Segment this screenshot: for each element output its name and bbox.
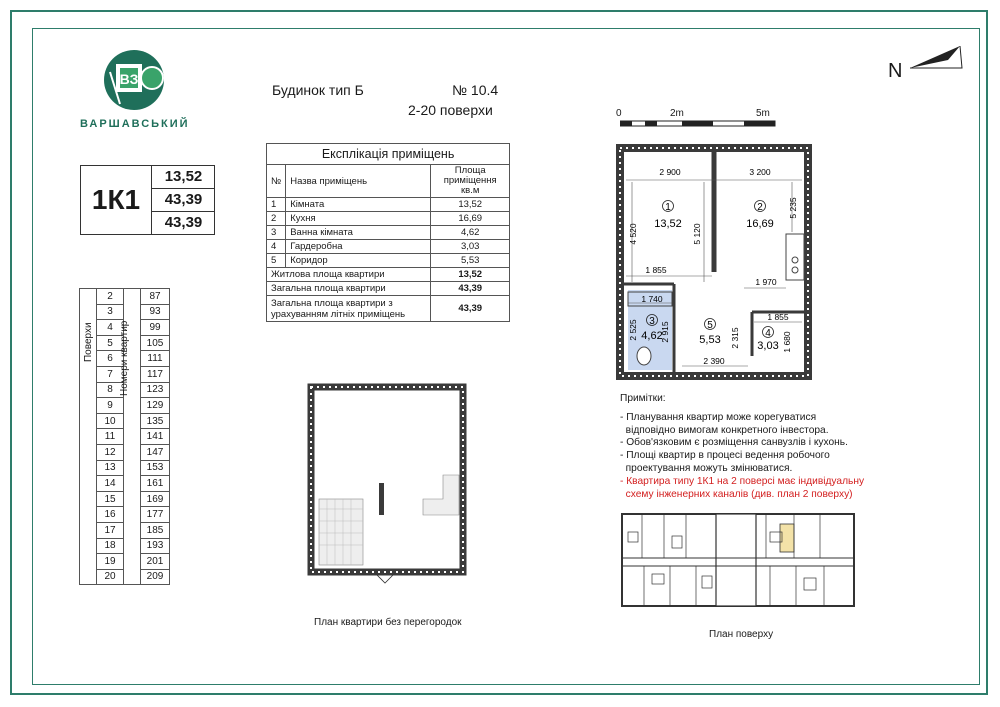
floor-number: 2 xyxy=(97,289,124,305)
floor-number: 4 xyxy=(97,320,124,336)
building-type: Будинок тип Б xyxy=(272,82,364,98)
table-row: 5 Коридор 5,53 xyxy=(267,254,510,268)
floor-number: 10 xyxy=(97,413,124,429)
floors-range: 2-20 поверхи xyxy=(408,102,493,118)
floor-number: 19 xyxy=(97,554,124,570)
total-row: Житлова площа квартири 13,52 xyxy=(267,268,510,282)
table-row: 1 Кімната 13,52 xyxy=(267,198,510,212)
svg-text:4 520: 4 520 xyxy=(628,223,638,245)
svg-text:1 855: 1 855 xyxy=(767,312,789,322)
floor-number: 11 xyxy=(97,429,124,445)
apartment-number: 135 xyxy=(141,413,170,429)
room-4-area: 3,03 xyxy=(757,340,779,352)
total-row: Загальна площа квартири 43,39 xyxy=(267,282,510,296)
notes-title: Примітки: xyxy=(620,393,666,404)
col-name: Назва приміщень xyxy=(286,165,431,198)
col-area: Площа приміщення кв.м xyxy=(431,165,510,198)
floor-number: 18 xyxy=(97,538,124,554)
apartment-number: 193 xyxy=(141,538,170,554)
floor-number: 13 xyxy=(97,460,124,476)
apartment-number: 99 xyxy=(141,320,170,336)
scale-end: 5m xyxy=(756,108,770,119)
open-plan xyxy=(305,383,470,588)
apartment-number: 87 xyxy=(141,289,170,305)
apartment-number: 161 xyxy=(141,476,170,492)
note-item-highlight: - Квартира типу 1К1 на 2 поверсі має індивідуальну xyxy=(620,475,865,487)
note-item: - Планування квартир може корегуватися xyxy=(620,411,817,423)
logo-letters: ВЗ xyxy=(119,71,139,87)
svg-text:2 315: 2 315 xyxy=(730,327,740,349)
room-3-area: 4,62 xyxy=(641,330,663,342)
floor-plan-caption: План поверху xyxy=(709,629,774,640)
building-number: № 10.4 xyxy=(452,82,499,98)
svg-text:5: 5 xyxy=(707,320,713,331)
floor-number: 9 xyxy=(97,398,124,414)
room-2-area: 16,69 xyxy=(746,218,774,230)
apartment-number: 129 xyxy=(141,398,170,414)
notes xyxy=(620,393,864,501)
floor-number: 17 xyxy=(97,522,124,538)
note-item: - Обов'язковим є розміщення санвузлів і кухонь. xyxy=(620,437,848,449)
apartment-number: 201 xyxy=(141,554,170,570)
svg-text:2 390: 2 390 xyxy=(703,356,725,366)
apartment-number: 93 xyxy=(141,304,170,320)
apartment-number: 209 xyxy=(141,569,170,585)
table-row xyxy=(80,289,170,305)
scale-bar xyxy=(620,120,776,128)
floor-number: 3 xyxy=(97,304,124,320)
svg-text:3 200: 3 200 xyxy=(749,167,771,177)
scale-mid: 2m xyxy=(670,108,684,119)
apartment-code: 1К1 xyxy=(91,184,141,215)
apartment-living-area: 13,52 xyxy=(152,166,215,189)
apartment-number: 123 xyxy=(141,382,170,398)
svg-text:1 740: 1 740 xyxy=(641,294,663,304)
svg-text:1 855: 1 855 xyxy=(645,265,667,275)
floor-number: 15 xyxy=(97,491,124,507)
svg-text:1 970: 1 970 xyxy=(755,277,777,287)
scale-zero: 0 xyxy=(616,108,622,119)
svg-text:2: 2 xyxy=(757,202,763,213)
floor-number: 16 xyxy=(97,507,124,523)
apartment-number: 153 xyxy=(141,460,170,476)
svg-text:2 900: 2 900 xyxy=(659,167,681,177)
open-plan-caption: План квартири без перегородок xyxy=(314,617,462,628)
logo-text: ВАРШАВСЬКИЙ xyxy=(80,118,190,130)
note-item: проектування можуть змінюватися. xyxy=(620,462,793,474)
svg-text:3: 3 xyxy=(649,316,655,327)
apartment-number: 185 xyxy=(141,522,170,538)
room-5-area: 5,53 xyxy=(699,334,721,346)
floor-number: 14 xyxy=(97,476,124,492)
floor-number: 5 xyxy=(97,335,124,351)
explication-table xyxy=(266,143,510,322)
note-item: відповідно вимогам конкретного інвестора. xyxy=(620,424,829,436)
apartment-number: 117 xyxy=(141,366,170,382)
note-item-highlight: схему інженерних каналів (див. план 2 поверху) xyxy=(620,488,853,500)
room-1-area: 13,52 xyxy=(654,218,682,230)
table-row: 4 Гардеробна 3,03 xyxy=(267,240,510,254)
floor-number: 8 xyxy=(97,382,124,398)
apartments-label: Номери квартир xyxy=(119,320,130,396)
explication-title: Експлікація приміщень xyxy=(267,144,510,165)
svg-text:2 525: 2 525 xyxy=(628,319,638,341)
apartment-number: 105 xyxy=(141,335,170,351)
floor-number: 20 xyxy=(97,569,124,585)
table-row: 2 Кухня 16,69 xyxy=(267,212,510,226)
note-item: - Площі квартир в процесі ведення робочого xyxy=(620,450,830,462)
floors-label: Поверхи xyxy=(83,322,94,362)
svg-text:4: 4 xyxy=(765,328,771,339)
north-label: N xyxy=(888,60,903,82)
apartment-box xyxy=(80,165,215,235)
apartment-number: 141 xyxy=(141,429,170,445)
svg-text:2 915: 2 915 xyxy=(660,321,670,343)
apartment-number: 147 xyxy=(141,444,170,460)
svg-text:1: 1 xyxy=(665,202,671,213)
floor-number: 6 xyxy=(97,351,124,367)
floor-number: 7 xyxy=(97,366,124,382)
north-arrow-icon xyxy=(910,44,966,74)
floor-number: 12 xyxy=(97,444,124,460)
svg-text:5 235: 5 235 xyxy=(788,197,798,219)
table-row: 3 Ванна кімната 4,62 xyxy=(267,226,510,240)
floor-plan xyxy=(620,512,856,608)
col-no: № xyxy=(267,165,286,198)
logo-mark xyxy=(100,48,172,112)
apartment-total-summer-area: 43,39 xyxy=(164,214,203,231)
svg-text:5 120: 5 120 xyxy=(692,223,702,245)
apartment-number: 111 xyxy=(141,351,170,367)
total-row: Загальна площа квартири з урахуванням літніх приміщень 43,39 xyxy=(267,296,510,322)
apartment-number: 169 xyxy=(141,491,170,507)
apartment-total-area: 43,39 xyxy=(152,189,215,212)
apartment-number: 177 xyxy=(141,507,170,523)
svg-text:1 680: 1 680 xyxy=(782,331,792,353)
apartment-plan xyxy=(614,142,814,380)
